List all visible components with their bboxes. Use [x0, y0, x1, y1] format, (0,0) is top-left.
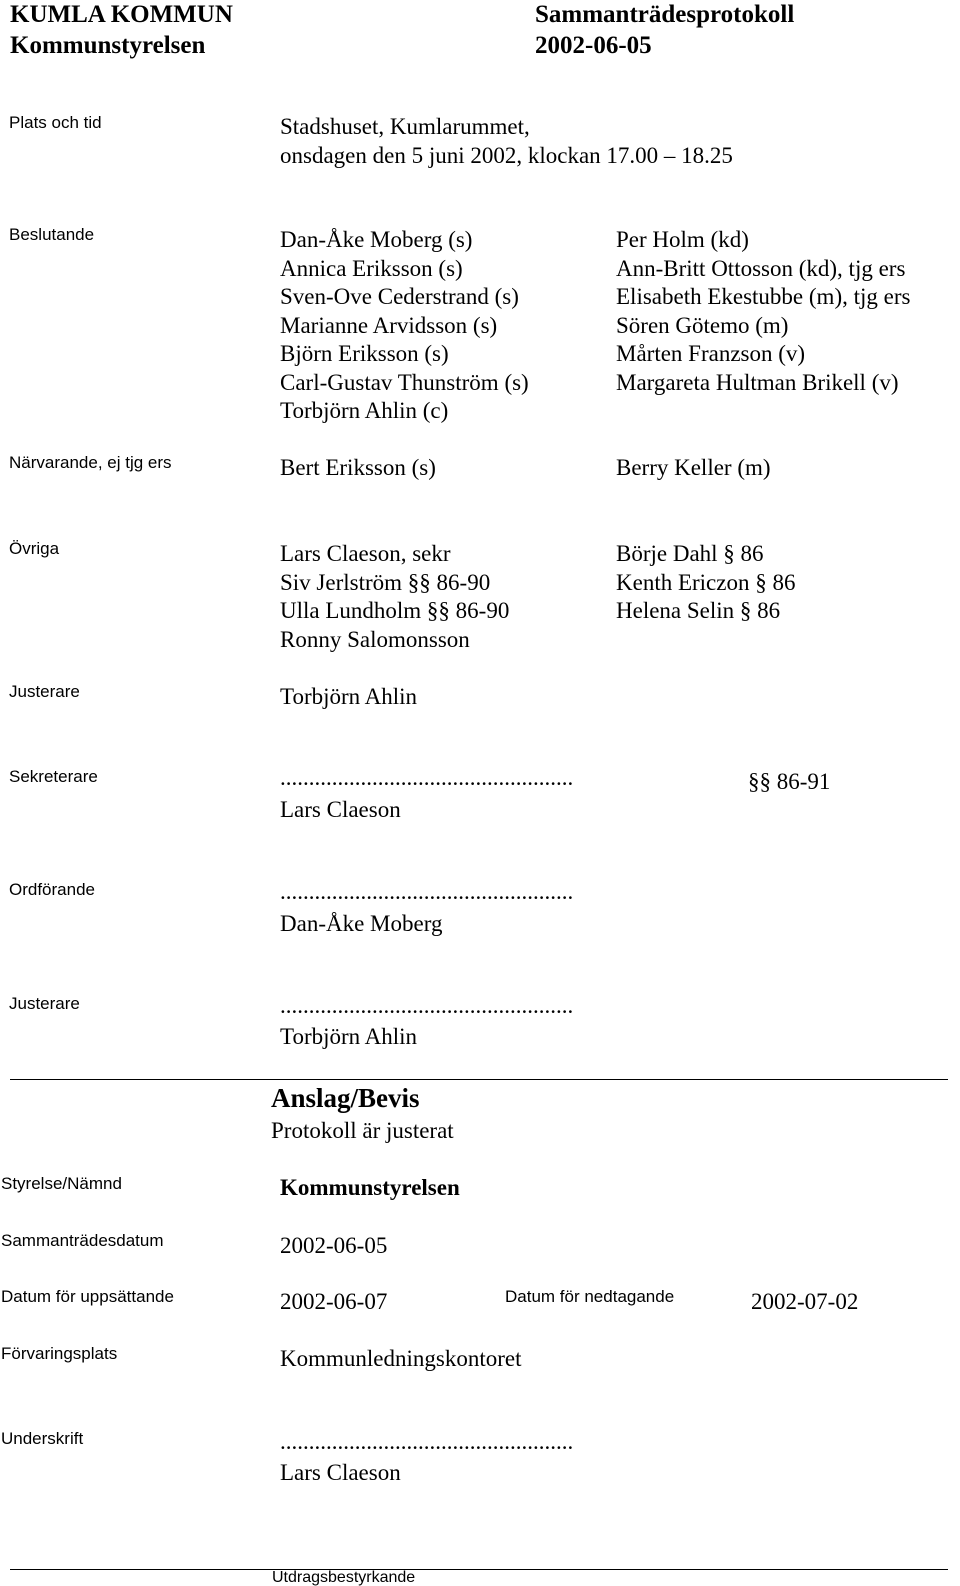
ovriga-col2	[616, 540, 795, 626]
attendee-name: Siv Jerlström §§ 86-90	[280, 569, 491, 595]
signature-line: ...................................................	[280, 1429, 574, 1454]
beslutande-label: Beslutande	[9, 225, 95, 244]
nedtagande-label: Datum för nedtagande	[505, 1287, 675, 1306]
signature-line: ...................................................	[280, 765, 574, 790]
underskrift-label: Underskrift	[1, 1429, 84, 1448]
signature-line: ...................................................	[280, 993, 574, 1018]
narvarande-label: Närvarande, ej tjg ers	[9, 453, 172, 472]
ordforande-label: Ordförande	[9, 880, 95, 899]
member-name: Sven-Ove Cederstrand (s)	[280, 284, 519, 309]
utdragsbestyrkande-label: Utdragsbestyrkande	[272, 1569, 416, 1586]
plats-och-tid-label: Plats och tid	[9, 113, 102, 132]
tid-line: onsdagen den 5 juni 2002, klockan 17.00 – 18.25	[280, 142, 733, 168]
beslutande-col2	[616, 226, 910, 397]
attendee-name: Börje Dahl § 86	[616, 541, 764, 566]
member-name: Torbjörn Ahlin (c)	[280, 398, 449, 423]
justerare-sign-name: Torbjörn Ahlin	[280, 1024, 418, 1049]
ovriga-label: Övriga	[9, 539, 60, 558]
narvarande-col2: Berry Keller (m)	[616, 455, 771, 480]
member-name: Annica Eriksson (s)	[280, 255, 463, 281]
member-name: Mårten Franzson (v)	[616, 341, 806, 366]
beslutande-col1	[280, 226, 529, 426]
plats-line: Stadshuset, Kumlarummet,	[280, 114, 530, 139]
attendee-name: Ronny Salomonsson	[280, 626, 470, 652]
org-name: KUMLA KOMMUN	[10, 1, 233, 28]
forvaringsplats-label: Förvaringsplats	[1, 1344, 118, 1363]
uppsattande-value: 2002-06-07	[280, 1289, 388, 1314]
document-type: Sammanträdesprotokoll	[535, 1, 795, 28]
justerare-label: Justerare	[9, 682, 80, 701]
ordforande-name: Dan-Åke Moberg	[280, 911, 443, 936]
member-name: Elisabeth Ekestubbe (m), tjg ers	[616, 284, 911, 309]
sekreterare-label: Sekreterare	[9, 767, 98, 786]
styrelse-label: Styrelse/Nämnd	[1, 1174, 122, 1193]
signature-line: ...................................................	[280, 879, 574, 904]
member-name: Sören Götemo (m)	[616, 312, 789, 338]
member-name: Carl-Gustav Thunström (s)	[280, 369, 529, 395]
committee-name: Kommunstyrelsen	[10, 32, 206, 59]
attendee-name: Kenth Ericzon § 86	[616, 569, 796, 595]
member-name: Dan-Åke Moberg (s)	[280, 227, 473, 252]
member-name: Per Holm (kd)	[616, 227, 749, 252]
attendee-name: Ulla Lundholm §§ 86-90	[280, 598, 510, 623]
attendee-name: Helena Selin § 86	[616, 598, 781, 623]
member-name: Ann-Britt Ottosson (kd), tjg ers	[616, 255, 906, 281]
ovriga-col1	[280, 540, 509, 654]
uppsattande-label: Datum för uppsättande	[1, 1287, 174, 1306]
meeting-date: 2002-06-05	[535, 32, 652, 59]
styrelse-value: Kommunstyrelsen	[280, 1175, 460, 1200]
member-name: Björn Eriksson (s)	[280, 341, 449, 366]
underskrift-name: Lars Claeson	[280, 1460, 401, 1485]
narvarande-col1: Bert Eriksson (s)	[280, 455, 436, 480]
member-name: Margareta Hultman Brikell (v)	[616, 369, 899, 395]
section-divider	[10, 1079, 948, 1080]
justerare-sign-label: Justerare	[9, 994, 80, 1013]
footer-divider	[10, 1569, 948, 1570]
sekreterare-paragraphs: §§ 86-91	[748, 769, 831, 794]
anslag-subtitle: Protokoll är justerat	[271, 1118, 454, 1143]
sekreterare-name: Lars Claeson	[280, 797, 401, 822]
anslag-title: Anslag/Bevis	[271, 1083, 420, 1113]
attendee-name: Lars Claeson, sekr	[280, 541, 451, 566]
sammantradesdatum-label: Sammanträdesdatum	[1, 1231, 164, 1250]
justerare-name: Torbjörn Ahlin	[280, 684, 418, 709]
plats-och-tid-value	[280, 113, 733, 170]
nedtagande-value: 2002-07-02	[751, 1289, 859, 1314]
forvaringsplats-value: Kommunledningskontoret	[280, 1346, 522, 1371]
sammantradesdatum-value: 2002-06-05	[280, 1233, 388, 1258]
member-name: Marianne Arvidsson (s)	[280, 312, 498, 338]
